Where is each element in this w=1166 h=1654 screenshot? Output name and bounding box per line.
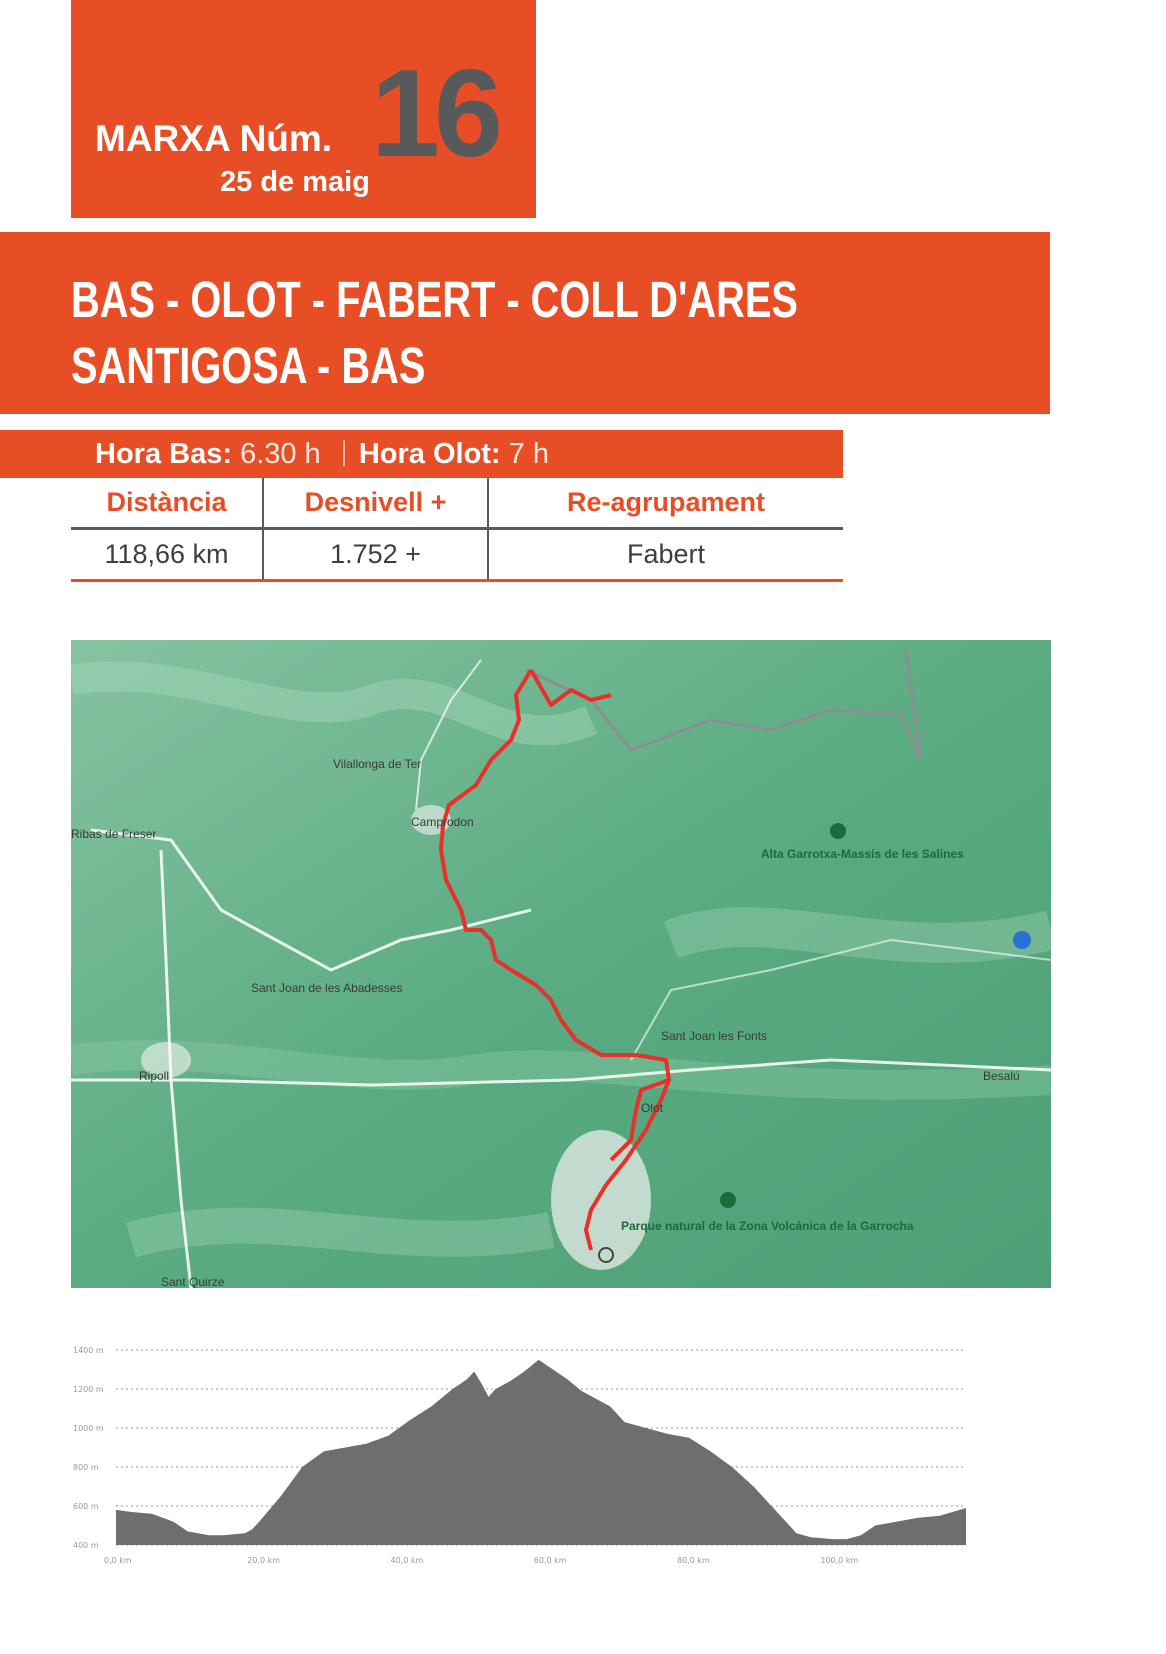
distance-value: 118,66 km xyxy=(71,529,263,581)
place-label: Vilallonga de Ter xyxy=(333,757,422,771)
y-tick-label: 600 m xyxy=(73,1502,99,1511)
poi-icon xyxy=(1013,931,1031,949)
park-icon xyxy=(720,1192,736,1208)
x-tick-label: 60,0 km xyxy=(533,1556,567,1565)
place-label: Olot xyxy=(641,1101,664,1115)
route-title-band xyxy=(0,232,1050,414)
schedule-band xyxy=(0,430,843,478)
elevation-profile xyxy=(71,1340,1031,1570)
place-label: Ribas de Freser xyxy=(71,827,157,841)
marxa-date: 25 de maig xyxy=(220,166,370,198)
y-tick-label: 1000 m xyxy=(73,1424,104,1433)
stats-value-row xyxy=(71,529,843,581)
elevation-gain-header: Desnivell + xyxy=(263,478,488,529)
marxa-number: 16 xyxy=(371,45,497,183)
route-map xyxy=(71,640,1051,1288)
place-label: Sant Joan les Fonts xyxy=(661,1029,768,1043)
elevation-gain-value: 1.752 + xyxy=(263,529,488,581)
x-tick-label: 20,0 km xyxy=(247,1556,281,1565)
stats-header-row xyxy=(71,478,843,529)
map-canvas xyxy=(71,640,1051,1288)
y-tick-label: 800 m xyxy=(73,1463,99,1472)
route-title-line-1: BAS - OLOT - FABERT - COLL D'ARES xyxy=(71,271,798,328)
regroup-header: Re-agrupament xyxy=(488,478,843,529)
x-tick-label: 40,0 km xyxy=(390,1556,424,1565)
distance-header: Distància xyxy=(71,478,263,529)
place-label: Camprodon xyxy=(411,815,474,829)
bas-time-label: Hora Bas: xyxy=(95,438,232,470)
y-tick-label: 1200 m xyxy=(73,1385,104,1394)
elevation-chart xyxy=(71,1340,1031,1570)
place-label: Besalú xyxy=(983,1069,1020,1083)
y-tick-label: 1400 m xyxy=(73,1346,104,1355)
x-tick-label: 80,0 km xyxy=(677,1556,710,1565)
marxa-label: MARXA Núm. xyxy=(95,118,333,159)
place-label: Sant Quirze xyxy=(161,1275,225,1288)
route-number-badge xyxy=(71,0,536,218)
route-stats-table xyxy=(71,478,843,582)
bas-time-value: 6.30 h xyxy=(240,438,321,470)
park-icon xyxy=(830,823,846,839)
route-title-line-2: SANTIGOSA - BAS xyxy=(71,337,426,394)
terrain-ridge xyxy=(671,927,1051,943)
park-label: Alta Garrotxa-Massís de les Salines xyxy=(761,847,964,861)
regroup-value: Fabert xyxy=(488,529,843,581)
x-tick-label: 0,0 km xyxy=(104,1556,132,1565)
place-label: Sant Joan de les Abadesses xyxy=(251,981,403,995)
elevation-area xyxy=(116,1360,966,1545)
schedule-divider xyxy=(343,440,345,466)
x-tick-label: 100,0 km xyxy=(820,1556,859,1565)
olot-time-value: 7 h xyxy=(508,438,549,470)
park-label: Parque natural de la Zona Volcánica de la Garrocha xyxy=(621,1219,914,1233)
place-label: Ripoll xyxy=(139,1069,170,1083)
terrain-ridge xyxy=(131,1226,551,1240)
y-tick-label: 400 m xyxy=(73,1541,99,1550)
olot-time-label: Hora Olot: xyxy=(358,438,501,470)
